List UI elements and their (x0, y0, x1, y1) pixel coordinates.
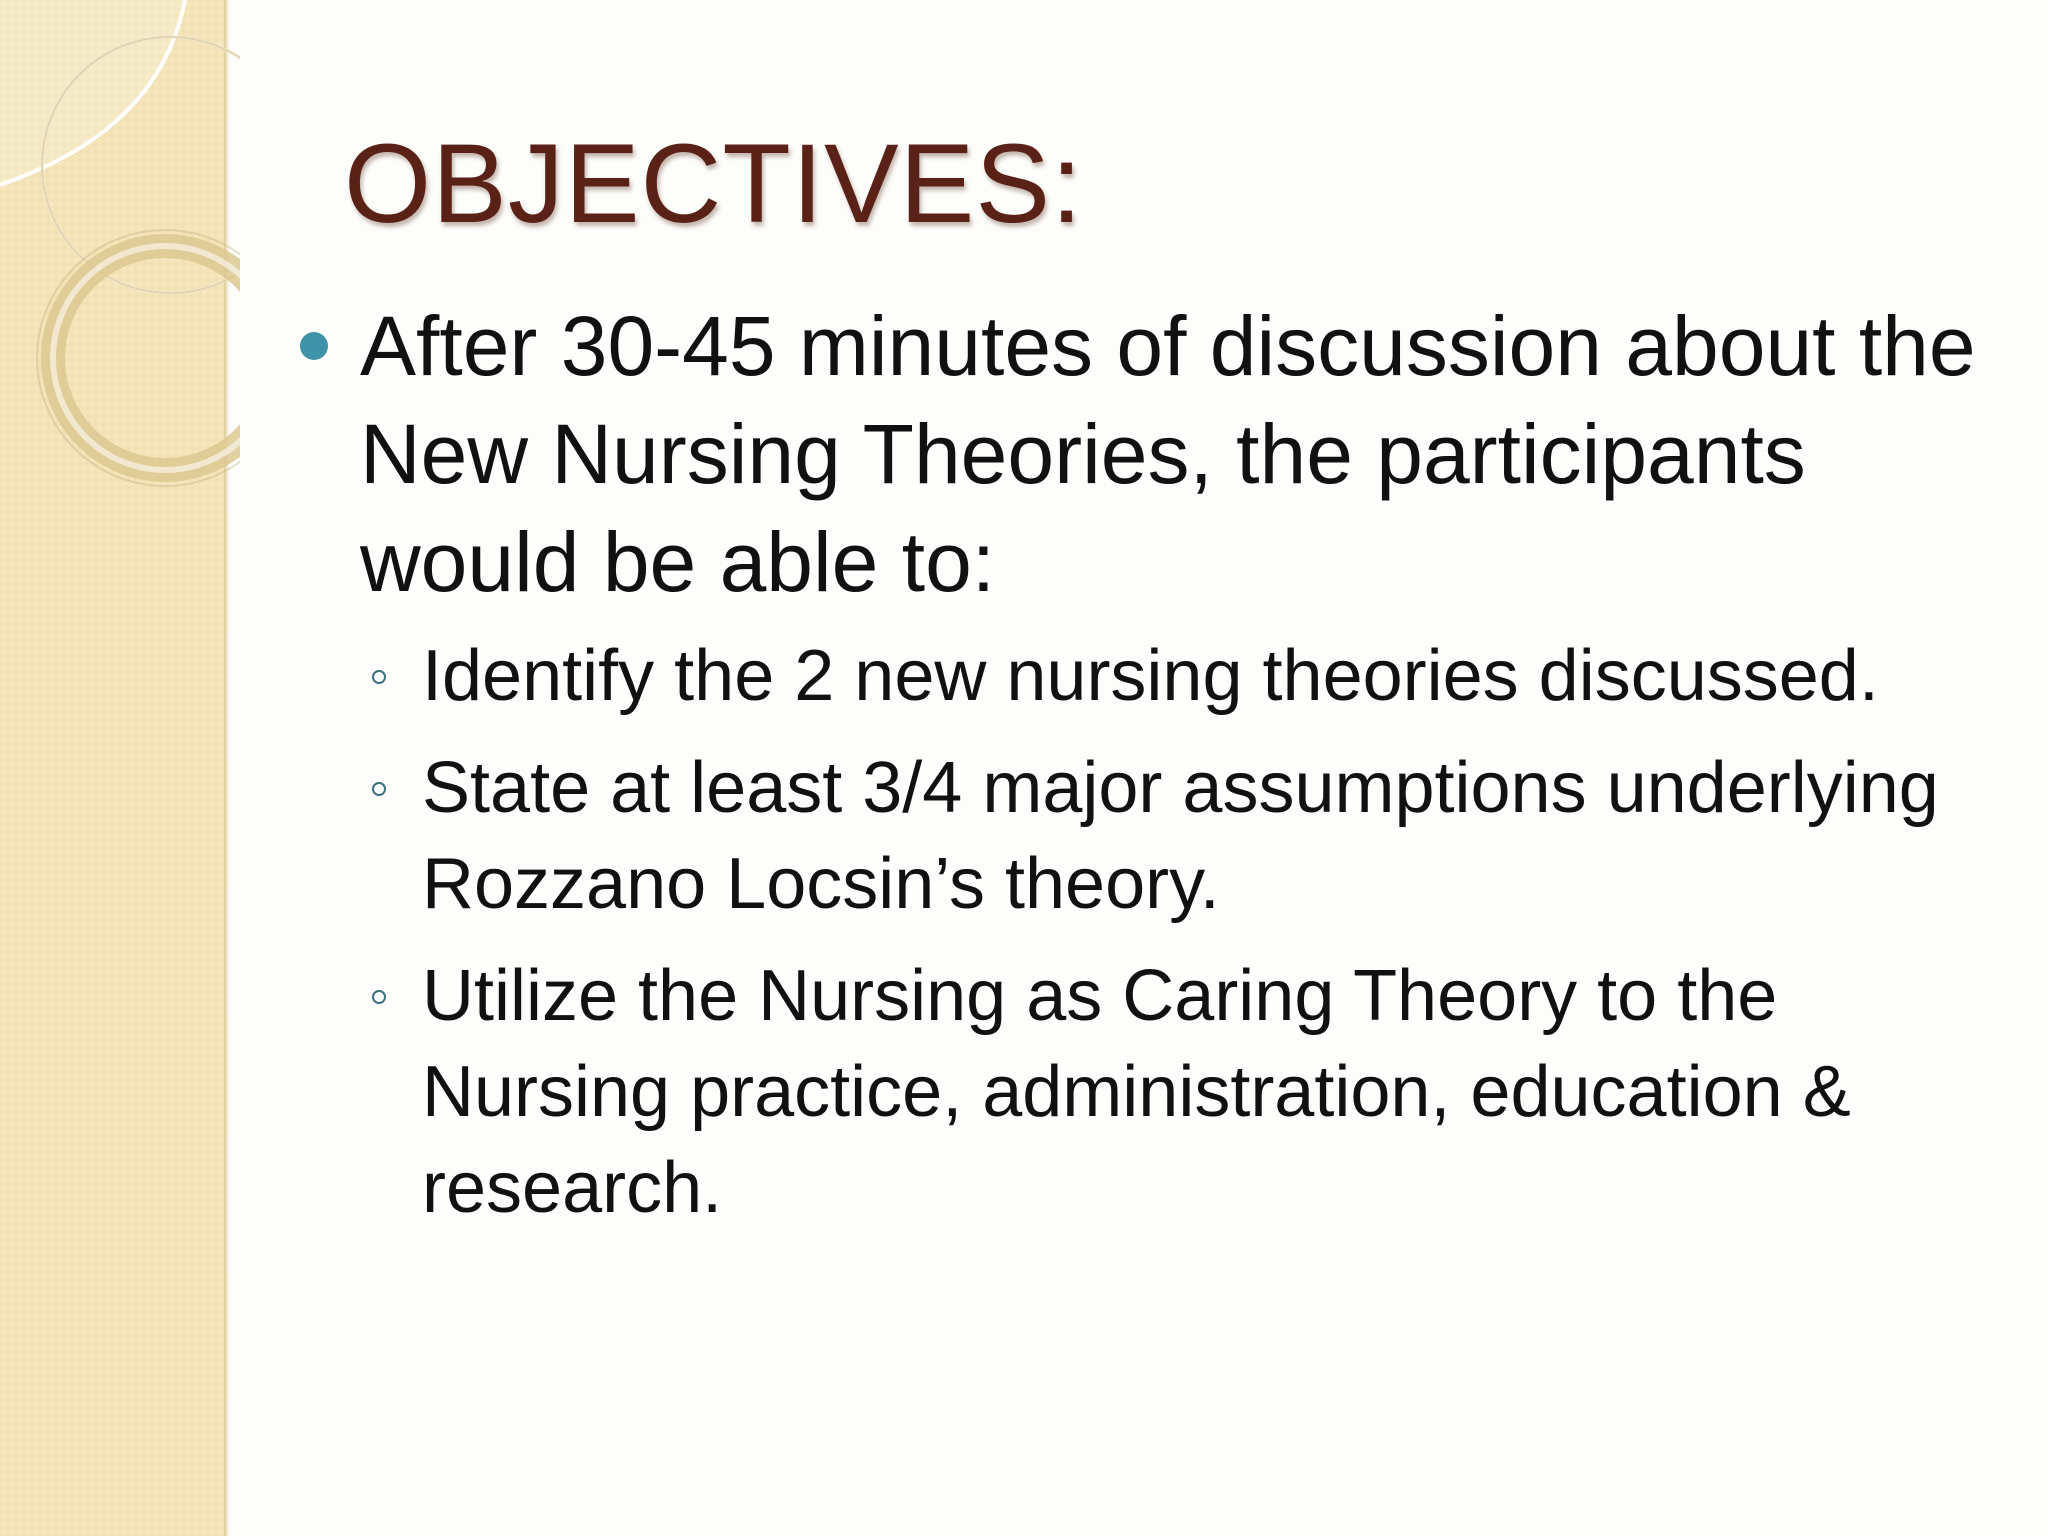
sub-bullet-item (290, 948, 2000, 1236)
main-bullet-item (290, 292, 2000, 616)
circle-bullet-icon (372, 782, 386, 796)
circle-bullet-icon (372, 670, 386, 684)
slide-content (290, 292, 2000, 1252)
sub-bullet-text: Utilize the Nursing as Caring Theory to the Nursing practice, administration, education & research. (422, 956, 1851, 1228)
main-bullet-text: After 30-45 minutes of discussion about the New Nursing Theories, the participants would be able to: (360, 299, 1976, 609)
sub-bullet-item (290, 740, 2000, 932)
sub-bullet-text: Identify the 2 new nursing theories discussed. (422, 636, 1879, 716)
sub-bullet-list (290, 628, 2000, 1236)
sub-bullet-item (290, 628, 2000, 724)
filled-bullet-icon (300, 332, 328, 360)
slide-title: OBJECTIVES: (344, 121, 1084, 246)
decorative-rings-icon (0, 0, 240, 520)
circle-bullet-icon (372, 990, 386, 1004)
sub-bullet-text: State at least 3/4 major assumptions underlying Rozzano Locsin’s theory. (422, 748, 1939, 924)
